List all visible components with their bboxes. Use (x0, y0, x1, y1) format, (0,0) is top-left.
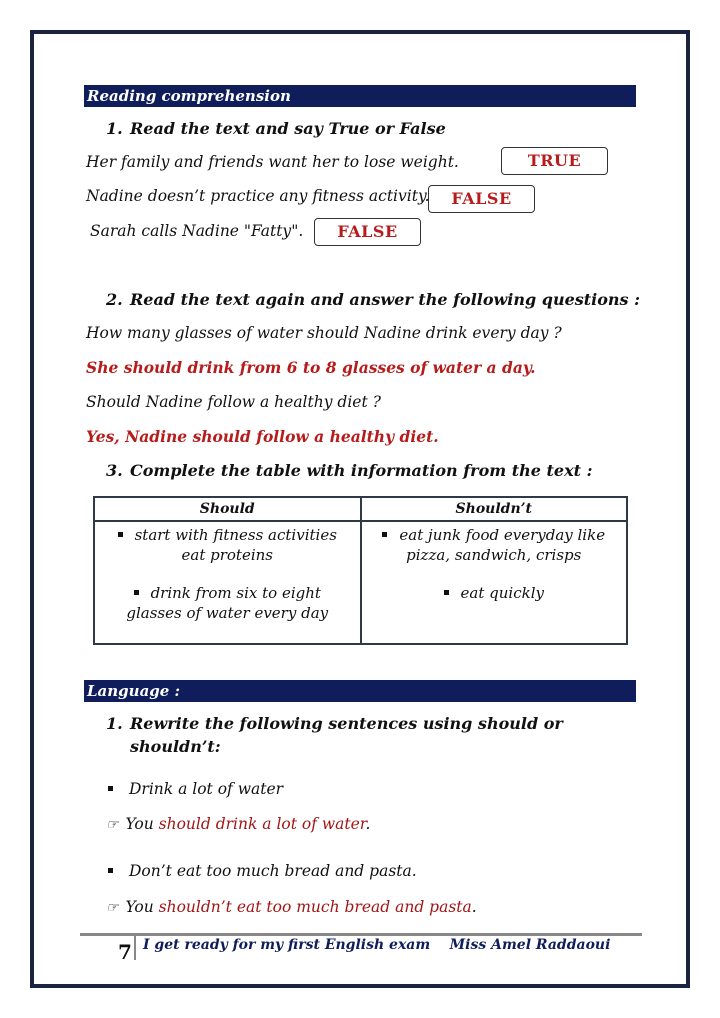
footer-divider (80, 933, 642, 936)
question-number: 3. (106, 461, 123, 480)
rewrite-end: . (365, 815, 371, 833)
question-title: Read the text again and answer the following questions : (130, 290, 641, 309)
list-item-text: drink from six to eight (150, 584, 321, 602)
table-header-should: Should (94, 497, 361, 521)
bullet-square-icon (134, 590, 139, 595)
bullet-square-icon (108, 868, 113, 873)
list-item-text: eat junk food everyday like (399, 526, 606, 544)
list-item-text: eat quickly (460, 584, 544, 602)
table-header-shouldnt: Shouldn’t (361, 497, 628, 521)
list-item-text: pizza, sandwich, crisps (406, 546, 582, 564)
bullet-square-icon (382, 532, 387, 537)
question-1-heading (106, 119, 446, 138)
answer-box-1: TRUE (501, 147, 608, 175)
footer-separator (134, 936, 136, 960)
question-number: 2. (106, 290, 123, 309)
list-item (363, 583, 626, 603)
list-item-text: start with fitness activities (134, 526, 337, 544)
list-item (363, 525, 626, 565)
question-number: 1. (106, 119, 123, 138)
answer-diet: Yes, Nadine should follow a healthy diet. (86, 427, 439, 446)
bullet-square-icon (108, 786, 113, 791)
language-question-heading (106, 714, 563, 733)
pointing-hand-icon: ☞ (106, 900, 119, 916)
page-number: 7 (118, 940, 132, 964)
statement-2: Nadine doesn’t practice any fitness activity. (86, 187, 430, 205)
list-item-text: eat proteins (181, 546, 273, 564)
list-item-text: glasses of water every day (126, 604, 329, 622)
rewrite-2 (106, 898, 477, 916)
rewrite-subject: You (125, 898, 154, 916)
should-shouldnt-table (93, 496, 628, 645)
statement-3: Sarah calls Nadine "Fatty". (90, 222, 304, 240)
question-2-heading (106, 290, 640, 309)
footer-text: I get ready for my first English exam Miss Amel Raddaoui (143, 937, 611, 953)
list-item (96, 583, 359, 623)
language-question-heading-cont: shouldn’t: (130, 737, 221, 756)
question-number: 1. (106, 714, 123, 733)
prompt-1 (108, 780, 283, 798)
question-water: How many glasses of water should Nadine drink every day ? (86, 324, 562, 342)
rewrite-1 (106, 815, 370, 833)
pointing-hand-icon: ☞ (106, 817, 119, 833)
answer-box-3: FALSE (314, 218, 421, 246)
rewrite-answer: shouldn’t eat too much bread and pasta (158, 898, 472, 916)
section-banner-reading: Reading comprehension (84, 85, 636, 107)
question-title: Complete the table with information from the text : (130, 461, 593, 480)
bullet-square-icon (444, 590, 449, 595)
statement-1: Her family and friends want her to lose weight. (86, 153, 459, 171)
list-item (96, 525, 359, 565)
rewrite-answer: should drink a lot of water (158, 815, 366, 833)
question-title: Rewrite the following sentences using should or (130, 714, 563, 733)
should-cell (94, 521, 361, 644)
rewrite-end: . (471, 898, 477, 916)
shouldnt-cell (361, 521, 628, 644)
question-diet: Should Nadine follow a healthy diet ? (86, 393, 381, 411)
prompt-2 (108, 862, 417, 880)
section-banner-language: Language : (84, 680, 636, 702)
question-title: Read the text and say True or False (130, 119, 446, 138)
answer-box-2: FALSE (428, 185, 535, 213)
rewrite-subject: You (125, 815, 154, 833)
question-3-heading (106, 461, 592, 480)
prompt-text: Drink a lot of water (129, 780, 284, 798)
prompt-text: Don’t eat too much bread and pasta. (129, 862, 417, 880)
bullet-square-icon (118, 532, 123, 537)
answer-water: She should drink from 6 to 8 glasses of water a day. (86, 358, 536, 377)
